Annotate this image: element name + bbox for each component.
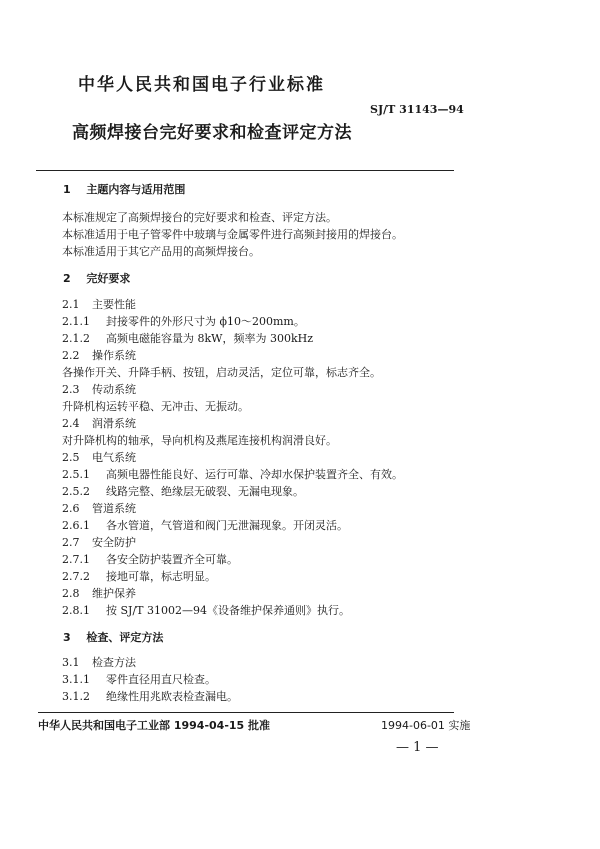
section-number: 3 (63, 631, 71, 644)
item-number: 2.5 (62, 451, 80, 464)
item-text: 主要性能 (92, 298, 136, 311)
standard-code: SJ/T 31143—94 (370, 103, 464, 116)
item-text: 安全防护 (92, 536, 136, 549)
list-item (62, 602, 350, 618)
list-item (62, 330, 313, 346)
list-item (62, 347, 136, 363)
effective-date: 1994-06-01 实施 (381, 719, 471, 732)
item-text: 接地可靠，标志明显。 (106, 570, 216, 583)
item-number: 2.1.1 (62, 315, 90, 328)
list-item (62, 568, 216, 584)
list-item (62, 688, 238, 704)
section-heading-3 (63, 629, 163, 645)
item-number: 2.8.1 (62, 604, 90, 617)
list-item (62, 449, 136, 465)
item-body: 各操作开关、升降手柄、按钮，启动灵活，定位可靠，标志齐全。 (62, 366, 381, 379)
item-number: 2.7.2 (62, 570, 90, 583)
item-text: 各安全防护装置齐全可靠。 (106, 553, 238, 566)
item-text: 绝缘性用兆欧表检查漏电。 (106, 690, 238, 703)
item-number: 2.6 (62, 502, 80, 515)
item-text: 零件直径用直尺检查。 (106, 673, 216, 686)
list-item (62, 671, 216, 687)
item-text: 高频电器性能良好、运行可靠、冷却水保护装置齐全、有效。 (106, 468, 403, 481)
list-item (62, 415, 136, 431)
item-number: 2.7.1 (62, 553, 90, 566)
list-item (62, 534, 136, 550)
item-number: 2.1 (62, 298, 80, 311)
list-item (62, 483, 304, 499)
list-item (62, 551, 238, 567)
approval-line: 中华人民共和国电子工业部 1994-04-15 批准 (38, 719, 271, 732)
footer-rule (38, 712, 454, 713)
list-item (62, 500, 136, 516)
page-number: — 1 — (396, 740, 439, 755)
standard-header: 中华人民共和国电子行业标准 (78, 75, 325, 95)
item-text: 检查方法 (92, 656, 136, 669)
item-number: 2.3 (62, 383, 80, 396)
item-text: 封接零件的外形尺寸为 ϕ10～200mm。 (106, 315, 305, 328)
item-text: 操作系统 (92, 349, 136, 362)
item-number: 2.5.1 (62, 468, 90, 481)
section-title: 检查、评定方法 (86, 631, 164, 644)
item-text: 管道系统 (92, 502, 136, 515)
item-number: 3.1.1 (62, 673, 90, 686)
intro-paragraph: 本标准适用于电子管零件中玻璃与金属零件进行高频封接用的焊接台。 (62, 228, 403, 241)
list-item (62, 466, 403, 482)
list-item (62, 381, 136, 397)
item-number: 2.8 (62, 587, 80, 600)
section-title: 完好要求 (86, 272, 131, 285)
item-number: 2.6.1 (62, 519, 90, 532)
item-text: 线路完整、绝缘层无破裂、无漏电现象。 (106, 485, 304, 498)
list-item (62, 296, 136, 312)
list-item (62, 517, 348, 533)
item-number: 3.1 (62, 656, 80, 669)
intro-paragraph: 本标准适用于其它产品用的高频焊接台。 (62, 245, 260, 258)
item-text: 维护保养 (92, 587, 136, 600)
item-text: 传动系统 (92, 383, 136, 396)
intro-paragraph: 本标准规定了高频焊接台的完好要求和检查、评定方法。 (62, 211, 337, 224)
section-heading-2 (63, 270, 130, 286)
header-rule (36, 170, 454, 171)
item-number: 2.5.2 (62, 485, 90, 498)
item-text: 润滑系统 (92, 417, 136, 430)
list-item (62, 585, 136, 601)
item-number: 2.2 (62, 349, 80, 362)
item-body: 对升降机构的轴承，导向机构及燕尾连接机构润滑良好。 (62, 434, 337, 447)
item-number: 3.1.2 (62, 690, 90, 703)
item-body: 升降机构运转平稳、无冲击、无振动。 (62, 400, 249, 413)
item-number: 2.1.2 (62, 332, 90, 345)
item-text: 各水管道，气管道和阀门无泄漏现象。开闭灵活。 (106, 519, 348, 532)
item-text: 按 SJ/T 31002—94《设备维护保养通则》执行。 (106, 604, 350, 617)
document-title: 高频焊接台完好要求和检查评定方法 (72, 123, 352, 143)
list-item (62, 654, 136, 670)
section-heading-1 (63, 181, 185, 197)
item-text: 电气系统 (92, 451, 136, 464)
section-title: 主题内容与适用范围 (86, 183, 186, 196)
list-item (62, 313, 305, 329)
section-number: 2 (63, 272, 71, 285)
item-number: 2.7 (62, 536, 80, 549)
section-number: 1 (63, 183, 71, 196)
item-number: 2.4 (62, 417, 80, 430)
item-text: 高频电磁能容量为 8kW，频率为 300kHz (106, 332, 314, 345)
